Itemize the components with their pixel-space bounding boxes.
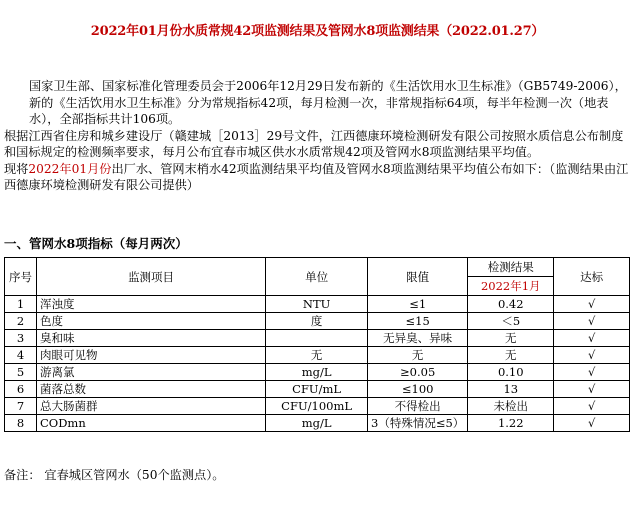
table-body: [5, 296, 630, 432]
header-unit: 单位: [266, 258, 368, 296]
cell-no: 2: [5, 313, 37, 330]
header-item: 监测项目: [36, 258, 265, 296]
title-year-month: 2022年01月: [90, 24, 170, 39]
cell-pass: √: [554, 415, 630, 432]
cell-result: ＜5: [468, 313, 554, 330]
cell-result: 0.10: [468, 364, 554, 381]
page-title: [0, 20, 635, 39]
intro-paragraph-1: 国家卫生部、国家标准化管理委员会于2006年12月29日发布新的《生活饮用水卫生标准》（GB5749-2006），新的《生活饮用水卫生标准》分为常规指标42项，每月检测一次，非常规指标64项，每半年检测一次（地表水），全部指标共计106项。: [29, 79, 627, 126]
cell-item: 浑浊度: [36, 296, 265, 313]
title-date: （2022.01.27）: [439, 24, 545, 39]
section-title: 一、管网水8项指标（每月两次）: [4, 236, 188, 251]
cell-unit: mg/L: [266, 415, 368, 432]
cell-pass: √: [554, 381, 630, 398]
cell-limit: 无: [368, 347, 468, 364]
cell-result: 无: [468, 347, 554, 364]
cell-result: 1.22: [468, 415, 554, 432]
cell-no: 6: [5, 381, 37, 398]
intro-p3-suffix: 出厂水、管网末梢水42项监测结果平均值及管网水8项监测结果平均值公布如下：（监测结果由江西德康环境检测研发有限公司提供）: [4, 161, 629, 192]
cell-pass: √: [554, 330, 630, 347]
cell-item: 肉眼可见物: [36, 347, 265, 364]
cell-limit: 无异臭、异味: [368, 330, 468, 347]
cell-limit: ≥0.05: [368, 364, 468, 381]
cell-pass: √: [554, 347, 630, 364]
header-result: 检测结果: [468, 258, 554, 277]
cell-unit: CFU/100mL: [266, 398, 368, 415]
table-row: [5, 398, 630, 415]
table-row: [5, 381, 630, 398]
table-row: [5, 313, 630, 330]
cell-unit: mg/L: [266, 364, 368, 381]
intro-paragraph-3: [4, 161, 630, 194]
header-no: 序号: [5, 258, 37, 296]
cell-unit: CFU/mL: [266, 381, 368, 398]
table-row: [5, 330, 630, 347]
table-row: [5, 415, 630, 432]
intro-paragraph-2: 根据江西省住房和城乡建设厅（赣建城［2013］29号文件，江西德康环境检测研发有限公司按照水质信息公布制度和国标规定的检测频率要求，每月公布宜春市城区供水水质常规42项及管网水8项监测结果平均值。: [4, 128, 624, 159]
cell-pass: √: [554, 398, 630, 415]
cell-item: 菌落总数: [36, 381, 265, 398]
cell-no: 3: [5, 330, 37, 347]
cell-no: 5: [5, 364, 37, 381]
cell-unit: [266, 330, 368, 347]
cell-pass: √: [554, 296, 630, 313]
intro-text: [4, 78, 630, 194]
cell-result: 0.42: [468, 296, 554, 313]
cell-item: 臭和味: [36, 330, 265, 347]
cell-limit: ≤1: [368, 296, 468, 313]
cell-pass: √: [554, 364, 630, 381]
title-main: 份水质常规42项监测结果及管网水8项监测结果: [169, 24, 440, 39]
cell-item: 色度: [36, 313, 265, 330]
cell-limit: 不得检出: [368, 398, 468, 415]
cell-unit: 度: [266, 313, 368, 330]
cell-unit: 无: [266, 347, 368, 364]
cell-limit: ≤100: [368, 381, 468, 398]
cell-result: 未检出: [468, 398, 554, 415]
table-row: [5, 347, 630, 364]
header-limit: 限值: [368, 258, 468, 296]
table-header-row: [5, 258, 630, 277]
cell-result: 13: [468, 381, 554, 398]
cell-item: 游离氯: [36, 364, 265, 381]
cell-pass: √: [554, 313, 630, 330]
cell-no: 4: [5, 347, 37, 364]
cell-unit: NTU: [266, 296, 368, 313]
intro-p3-month: 2022年01月份: [28, 161, 112, 176]
cell-result: 无: [468, 330, 554, 347]
cell-no: 8: [5, 415, 37, 432]
cell-limit: ≤15: [368, 313, 468, 330]
cell-item: CODmn: [36, 415, 265, 432]
header-result-month: 2022年1月: [468, 277, 554, 296]
cell-item: 总大肠菌群: [36, 398, 265, 415]
intro-p3-prefix: 现将: [4, 161, 29, 176]
footnote: 备注： 宜春城区管网水（50个监测点）。: [4, 468, 225, 482]
cell-limit: 3（特殊情况≤5）: [368, 415, 468, 432]
table-row: [5, 364, 630, 381]
cell-no: 7: [5, 398, 37, 415]
results-table: [4, 257, 630, 432]
table-row: [5, 296, 630, 313]
header-pass: 达标: [554, 258, 630, 296]
cell-no: 1: [5, 296, 37, 313]
